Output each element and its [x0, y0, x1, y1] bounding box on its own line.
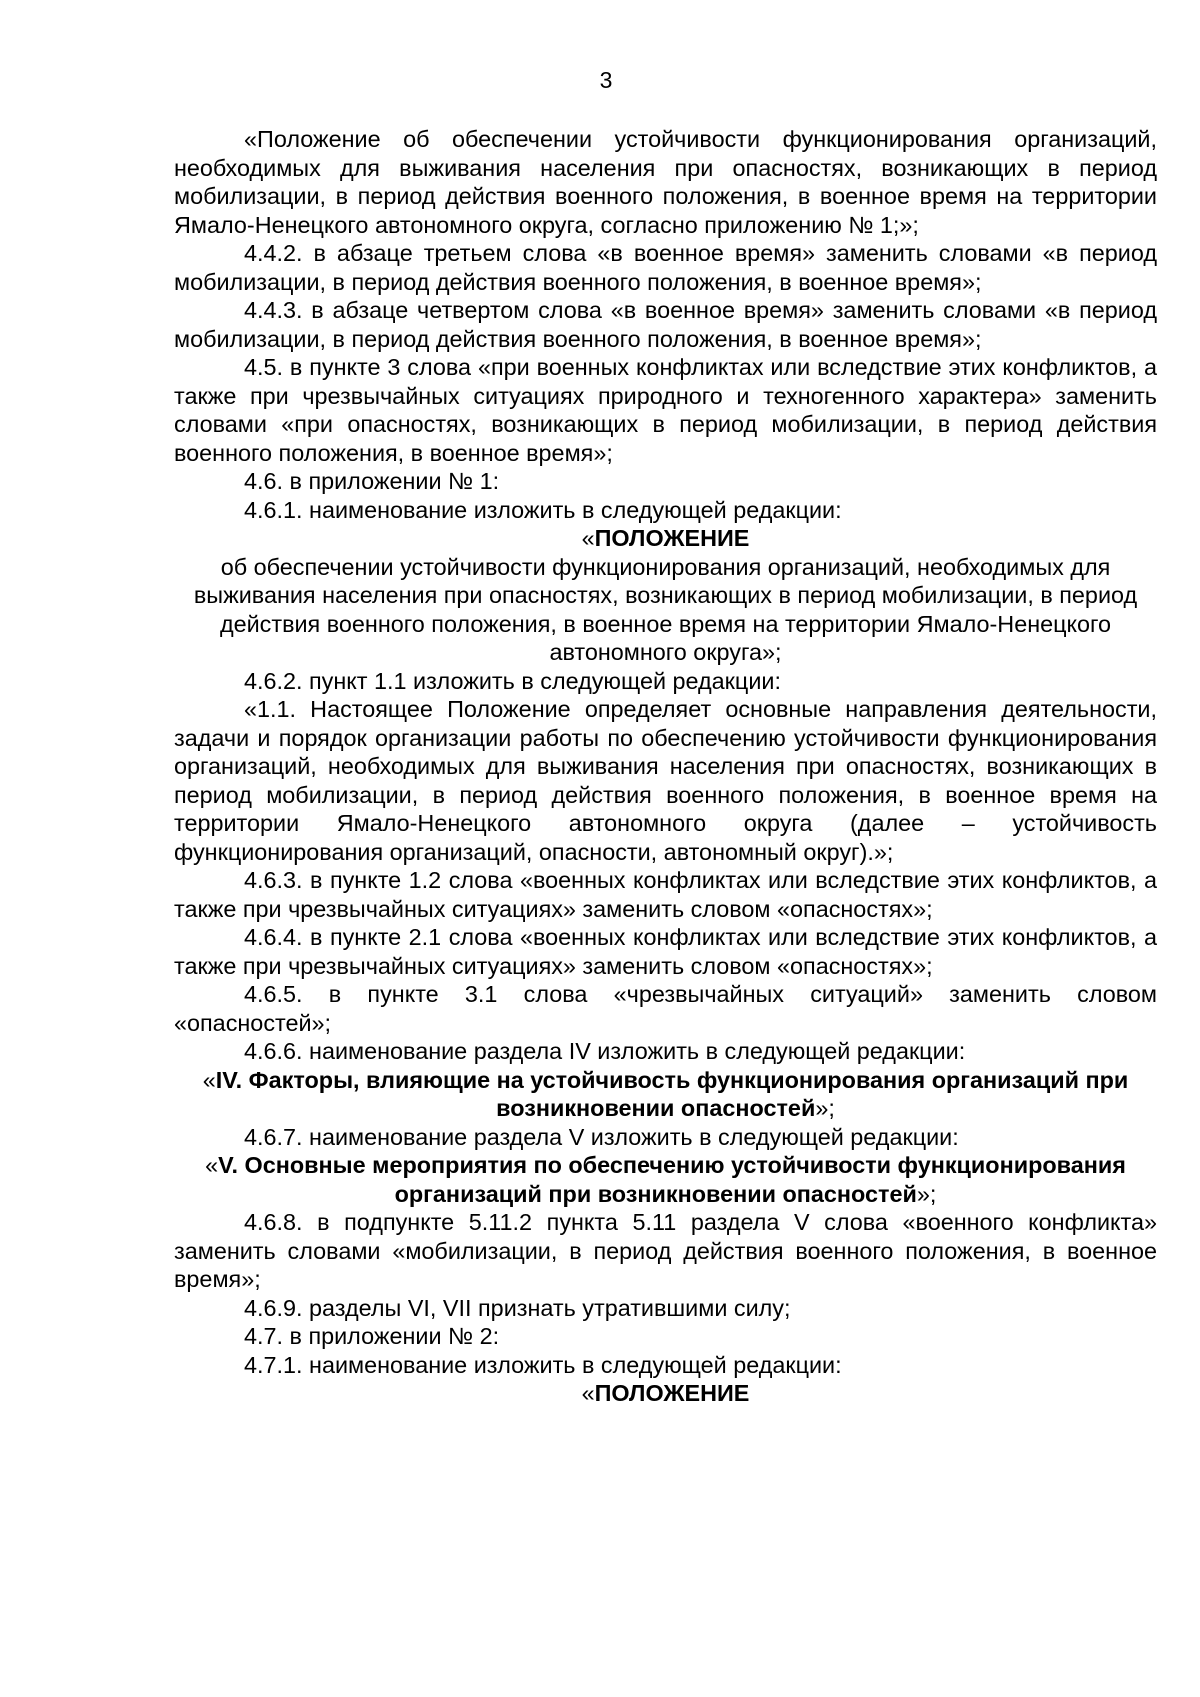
heading-bold-text: IV. Факторы, влияющие на устойчивость функционирования организаций при возникновении опасностей: [215, 1066, 1129, 1121]
heading-open-quote: «: [202, 1066, 216, 1093]
paragraph-4-7-1: 4.7.1. наименование изложить в следующей редакции:: [244, 1351, 842, 1378]
heading-polozhenie-1-subtitle: об обеспечении устойчивости функционирования организаций, необходимых для выживания населения при опасностях, возникающих в период мобилизации, в период действия военного положения, в военное время на территории Ямало-Ненецкого автономного округа»;: [193, 553, 1138, 665]
paragraph-4-6-8: 4.6.8. в подпункте 5.11.2 пункта 5.11 раздела V слова «военного конфликта» заменить словами «мобилизации, в период действия военного положения, в военное время»;: [174, 1209, 1157, 1292]
heading-open-quote: «: [205, 1152, 219, 1178]
heading-polozhenie-2: [174, 1379, 1157, 1408]
heading-bold-text: V. Основные мероприятия по обеспечению устойчивости функционирования организаций при возникновении опасностей: [218, 1152, 1126, 1207]
paragraph-4-4-3: 4.4.3. в абзаце четвертом слова «в военное время» заменить словами «в период мобилизации, в период действия военного положения, в военное время»;: [174, 297, 1157, 352]
paragraph-4-6-5: 4.6.5. в пункте 3.1 слова «чрезвычайных ситуаций» заменить словом «опасностей»;: [174, 981, 1157, 1036]
paragraph-4-7: 4.7. в приложении № 2:: [244, 1323, 500, 1349]
paragraph-4-6-3: 4.6.3. в пункте 1.2 слова «военных конфликтах или вследствие этих конфликтов, а также при чрезвычайных ситуациях» заменить словом «опасностях»;: [174, 867, 1157, 922]
heading-section-iv: [174, 1066, 1157, 1123]
heading-close-quote: »;: [916, 1180, 937, 1207]
paragraph-4-4-2: 4.4.2. в абзаце третьем слова «в военное время» заменить словами «в период мобилизации, в период действия военного положения, в военное время»;: [174, 240, 1157, 295]
paragraph-4-6-7: 4.6.7. наименование раздела V изложить в следующей редакции:: [244, 1123, 959, 1150]
paragraph-4-6-9: 4.6.9. разделы VI, VII признать утратившими силу;: [244, 1294, 791, 1321]
heading-polozhenie-1: [174, 524, 1157, 553]
heading-close-quote: »;: [815, 1095, 835, 1121]
paragraph-4-5: 4.5. в пункте 3 слова «при военных конфликтах или вследствие этих конфликтов, а также при чрезвычайных ситуациях природного и техногенного характера» заменить словами «при опасностях, возникающих в период мобилизации, в период действия военного положения, в военное время»;: [174, 354, 1157, 466]
page-number: 3: [599, 67, 613, 93]
heading-quote-mark: «: [581, 1380, 595, 1406]
heading-quote-mark: «: [581, 525, 595, 551]
paragraph-4-6-2: 4.6.2. пункт 1.1 изложить в следующей редакции:: [244, 667, 781, 694]
paragraph-4-6-1: 4.6.1. наименование изложить в следующей редакции:: [244, 496, 842, 523]
paragraph-4-6-4: 4.6.4. в пункте 2.1 слова «военных конфликтах или вследствие этих конфликтов, а также при чрезвычайных ситуациях» заменить словом «опасностях»;: [174, 924, 1157, 979]
paragraph-4-6: 4.6. в приложении № 1:: [244, 468, 500, 494]
heading-bold-text: ПОЛОЖЕНИЕ: [594, 525, 750, 551]
paragraph-polozhenie-title-quote: «Положение об обеспечении устойчивости функционирования организаций, необходимых для выживания населения при опасностях, возникающих в период мобилизации, в период действия военного положения, в военное время на территории Ямало-Ненецкого автономного округа, согласно приложению № 1;»;: [174, 126, 1157, 238]
paragraph-4-6-6: 4.6.6. наименование раздела IV изложить в следующей редакции:: [244, 1038, 966, 1064]
heading-section-v: [174, 1151, 1157, 1208]
paragraph-1-1-quote: «1.1. Настоящее Положение определяет основные направления деятельности, задачи и порядок организации работы по обеспечению устойчивости функционирования организаций, необходимых для выживания населения при опасностях, возникающих в период мобилизации, в период действия военного положения, в военное время на территории Ямало-Ненецкого автономного округа (далее – устойчивость функционирования организаций, опасности, автономный округ).»;: [174, 696, 1157, 865]
document-body: [174, 125, 1157, 1408]
heading-bold-text: ПОЛОЖЕНИЕ: [594, 1380, 750, 1406]
